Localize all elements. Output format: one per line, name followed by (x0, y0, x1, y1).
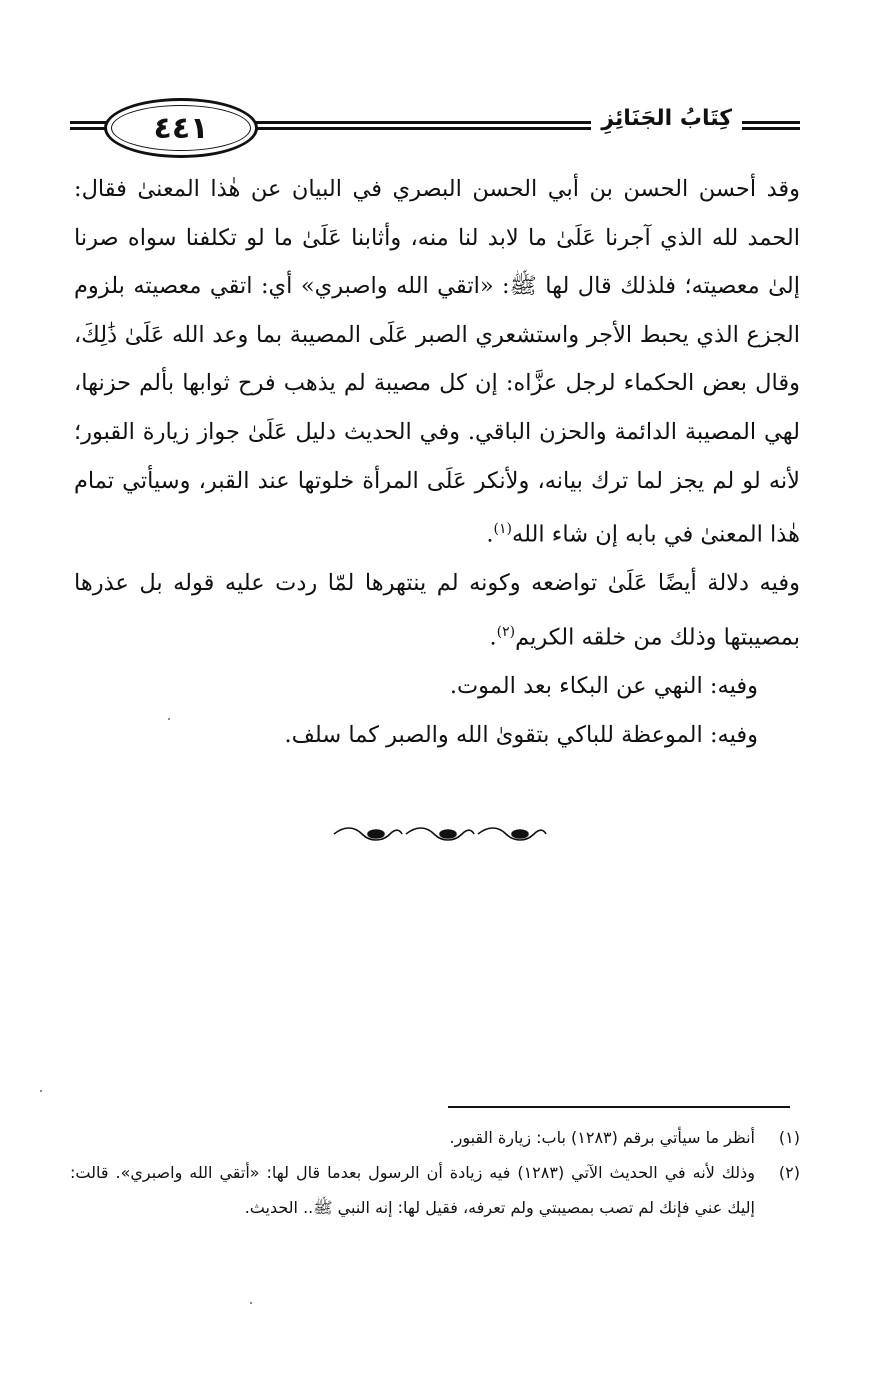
scan-speck (250, 1302, 252, 1304)
footnote-text: وذلك لأنه في الحديث الآتي (١٢٨٣) فيه زيادة أن الرسول بعدما قال لها: «أتقي الله واصبري». قالت: إليك عني فإنك لم تصب بمصيبتي ولم تعرفه، فقيل لها: إنه النبي ﷺ.. الحديث. (70, 1163, 756, 1217)
running-title: كِتَابُ الجَنَائِزِ (591, 106, 742, 131)
paragraph (74, 559, 800, 662)
footnote-number: (١) (778, 1128, 800, 1147)
footnote (70, 1120, 800, 1155)
footnote-text: أنظر ما سيأتي برقم (١٢٨٣) باب: زيارة القبور. (449, 1128, 755, 1147)
footnote-number: (٢) (778, 1163, 800, 1182)
paragraph-end: . (486, 521, 494, 548)
main-text (74, 165, 800, 759)
footnote-ref: (١) (493, 521, 512, 538)
header-dash (752, 127, 800, 130)
page-header (70, 92, 800, 162)
paragraph: وفيه: الموعظة للباكي بتقوىٰ الله والصبر كما سلف. (284, 721, 758, 748)
footnotes (70, 1120, 800, 1225)
paragraph-text: وفيه دلالة أيضًا عَلَىٰ تواضعه وكونه لم ينتهرها لمّا ردت عليه قوله بل عذرها بمصيبتها وذلك من خلقه الكريم (74, 570, 800, 651)
section-ornament (330, 822, 550, 846)
page-number-frame (104, 98, 258, 158)
paragraph-end: . (489, 624, 497, 651)
header-dash (752, 121, 800, 124)
footnote-separator (448, 1106, 790, 1108)
paragraph (74, 165, 800, 559)
scan-speck (40, 1090, 42, 1092)
footnote (70, 1155, 800, 1225)
page-number: ٤٤١ (153, 110, 209, 146)
paragraph: وفيه: النهي عن البكاء بعد الموت. (449, 672, 758, 699)
footnote-ref: (٢) (496, 623, 516, 640)
paragraph-text: وقد أحسن الحسن بن أبي الحسن البصري في البيان عن هٰذا المعنىٰ فقال: الحمد لله الذي آجرنا عَلَىٰ ما لابد لنا منه، وأثابنا عَلَىٰ ما لو تكلفنا سواه صرنا إلىٰ معصيته؛ فلذلك قال لها ﷺ: «اتقي الله واصبري» أي: اتقي معصيته بلزوم الجزع الذي يحبط الأجر واستشعري الصبر عَلَى المصيبة بما وعد الله عَلَىٰ ذَٰلِكَ، وقال بعض الحكماء لرجل عزَّاه: إن كل مصيبة لم يذهب فرح ثوابها بألم حزنها، لهي المصيبة الدائمة والحزن الباقي. وفي الحديث دليل عَلَىٰ جواز زيارة القبور؛ لأنه لو لم يجز لما ترك بيانه، ولأنكر عَلَى المرأة خلوتها عند القبر، وسيأتي تمام هٰذا المعنىٰ في بابه إن شاء الله (74, 176, 800, 548)
scan-speck (168, 718, 170, 720)
